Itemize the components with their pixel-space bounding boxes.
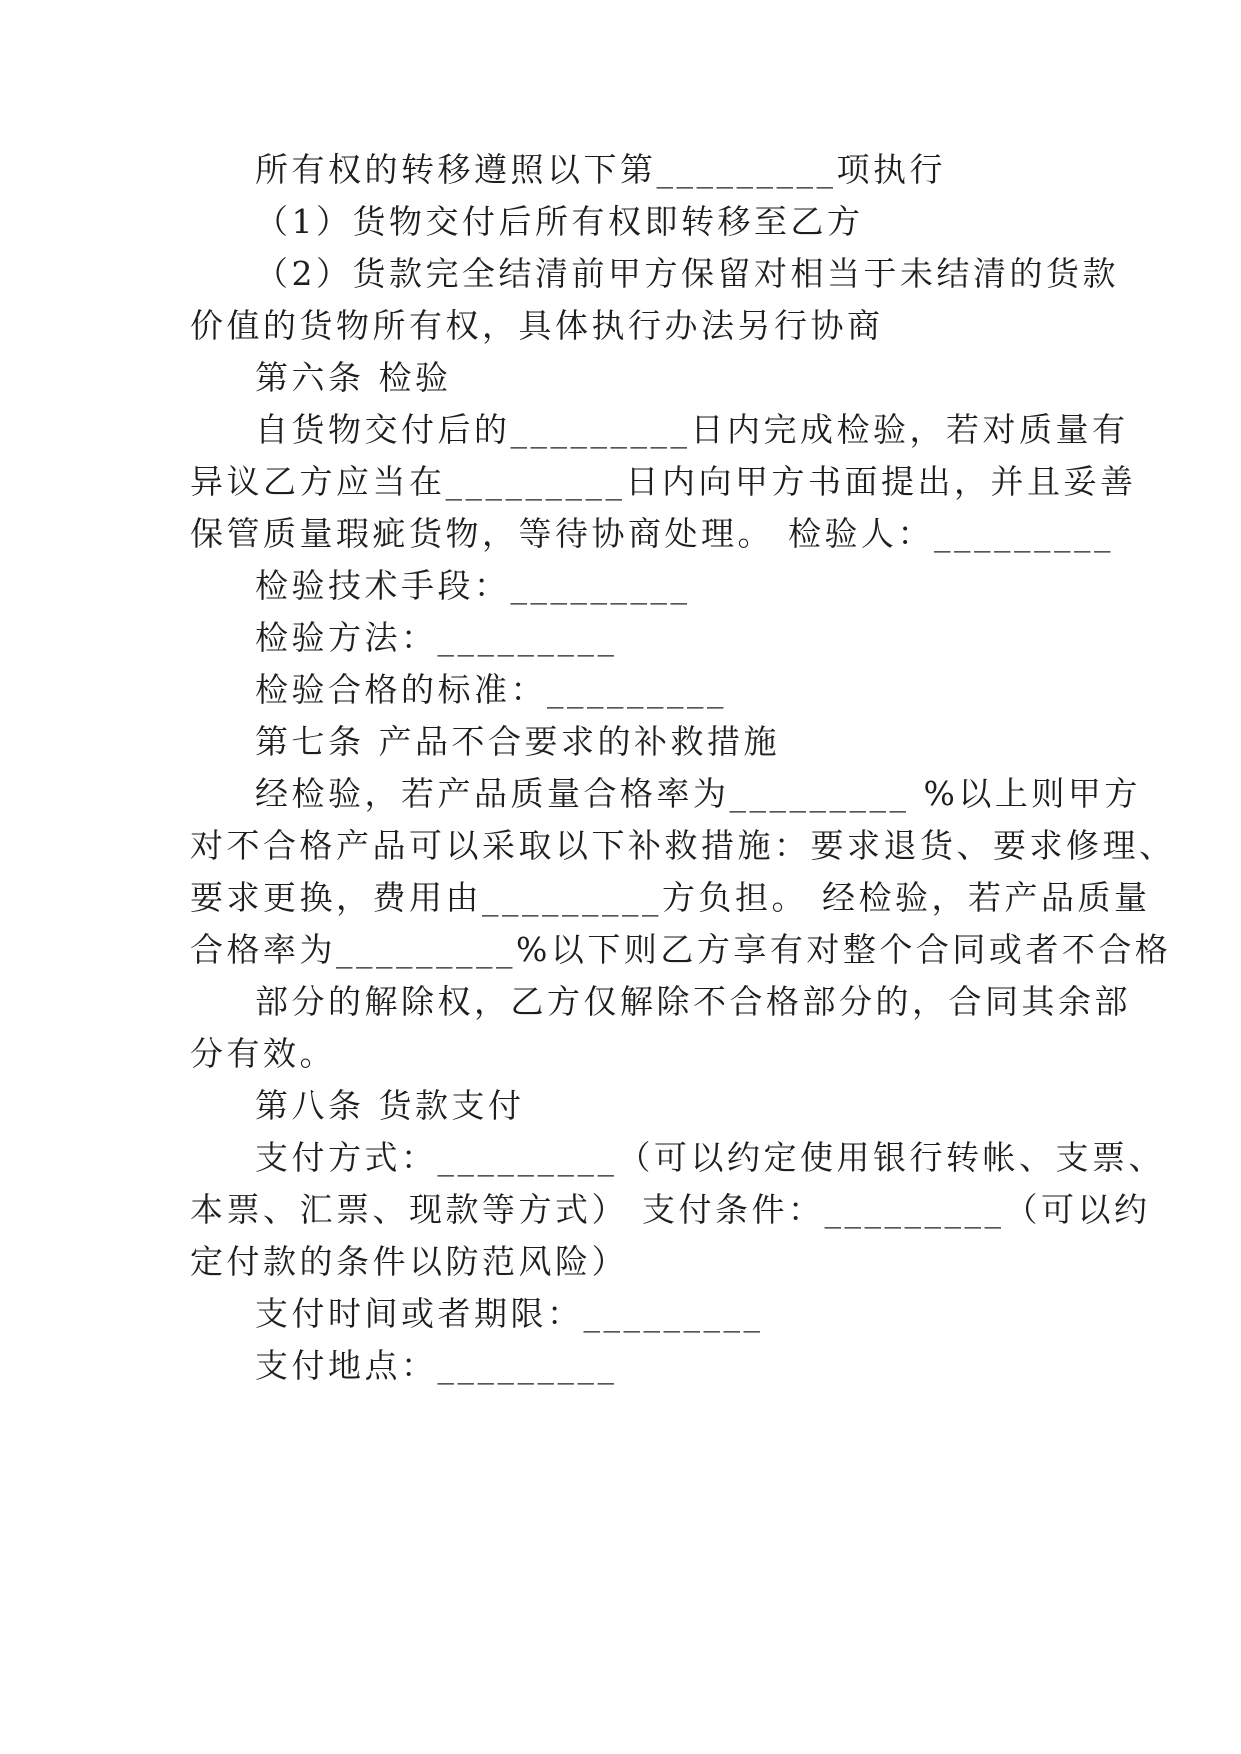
- article-8-heading: 第八条 货款支付: [255, 1086, 525, 1125]
- payment-time-field: 支付时间或者期限：_________: [255, 1294, 764, 1333]
- inspection-method-field: 检验方法：_________: [255, 618, 618, 657]
- inspection-standard-field: 检验合格的标准：_________: [255, 670, 727, 709]
- ownership-option-1: （1）货物交付后所有权即转移至乙方: [255, 202, 864, 241]
- remedy-paragraph-line-3: 要求更换，费用由_________方负担。 经检验，若产品质量: [190, 878, 1151, 917]
- remedy-paragraph-line-5: 部分的解除权，乙方仅解除不合格部分的，合同其余部: [255, 982, 1131, 1021]
- payment-method-line-3: 定付款的条件以防范风险）: [190, 1242, 628, 1281]
- article-7-heading: 第七条 产品不合要求的补救措施: [255, 722, 780, 761]
- inspection-paragraph-line-2: 异议乙方应当在_________日内向甲方书面提出，并且妥善: [190, 462, 1137, 501]
- article-6-heading: 第六条 检验: [255, 358, 452, 397]
- remedy-paragraph-line-6: 分有效。: [190, 1034, 336, 1073]
- payment-method-line-2: 本票、汇票、现款等方式） 支付条件：_________（可以约: [190, 1190, 1151, 1229]
- payment-method-line-1: 支付方式：_________（可以约定使用银行转帐、支票、: [255, 1138, 1165, 1177]
- ownership-transfer-clause: 所有权的转移遵照以下第_________项执行: [255, 150, 946, 189]
- ownership-option-2-continued: 价值的货物所有权，具体执行办法另行协商: [190, 306, 884, 345]
- inspection-technique-field: 检验技术手段：_________: [255, 566, 691, 605]
- remedy-paragraph-line-1: 经检验，若产品质量合格率为_________ %以上则甲方: [255, 774, 1141, 813]
- payment-location-field: 支付地点：_________: [255, 1346, 618, 1385]
- inspection-paragraph-line-3: 保管质量瑕疵货物，等待协商处理。 检验人：_________: [190, 514, 1114, 553]
- remedy-paragraph-line-4: 合格率为_________%以下则乙方享有对整个合同或者不合格: [190, 930, 1172, 969]
- remedy-paragraph-line-2: 对不合格产品可以采取以下补救措施：要求退货、要求修理、: [190, 826, 1176, 865]
- inspection-paragraph-line-1: 自货物交付后的_________日内完成检验，若对质量有: [255, 410, 1129, 449]
- ownership-option-2: （2）货款完全结清前甲方保留对相当于未结清的货款: [255, 254, 1119, 293]
